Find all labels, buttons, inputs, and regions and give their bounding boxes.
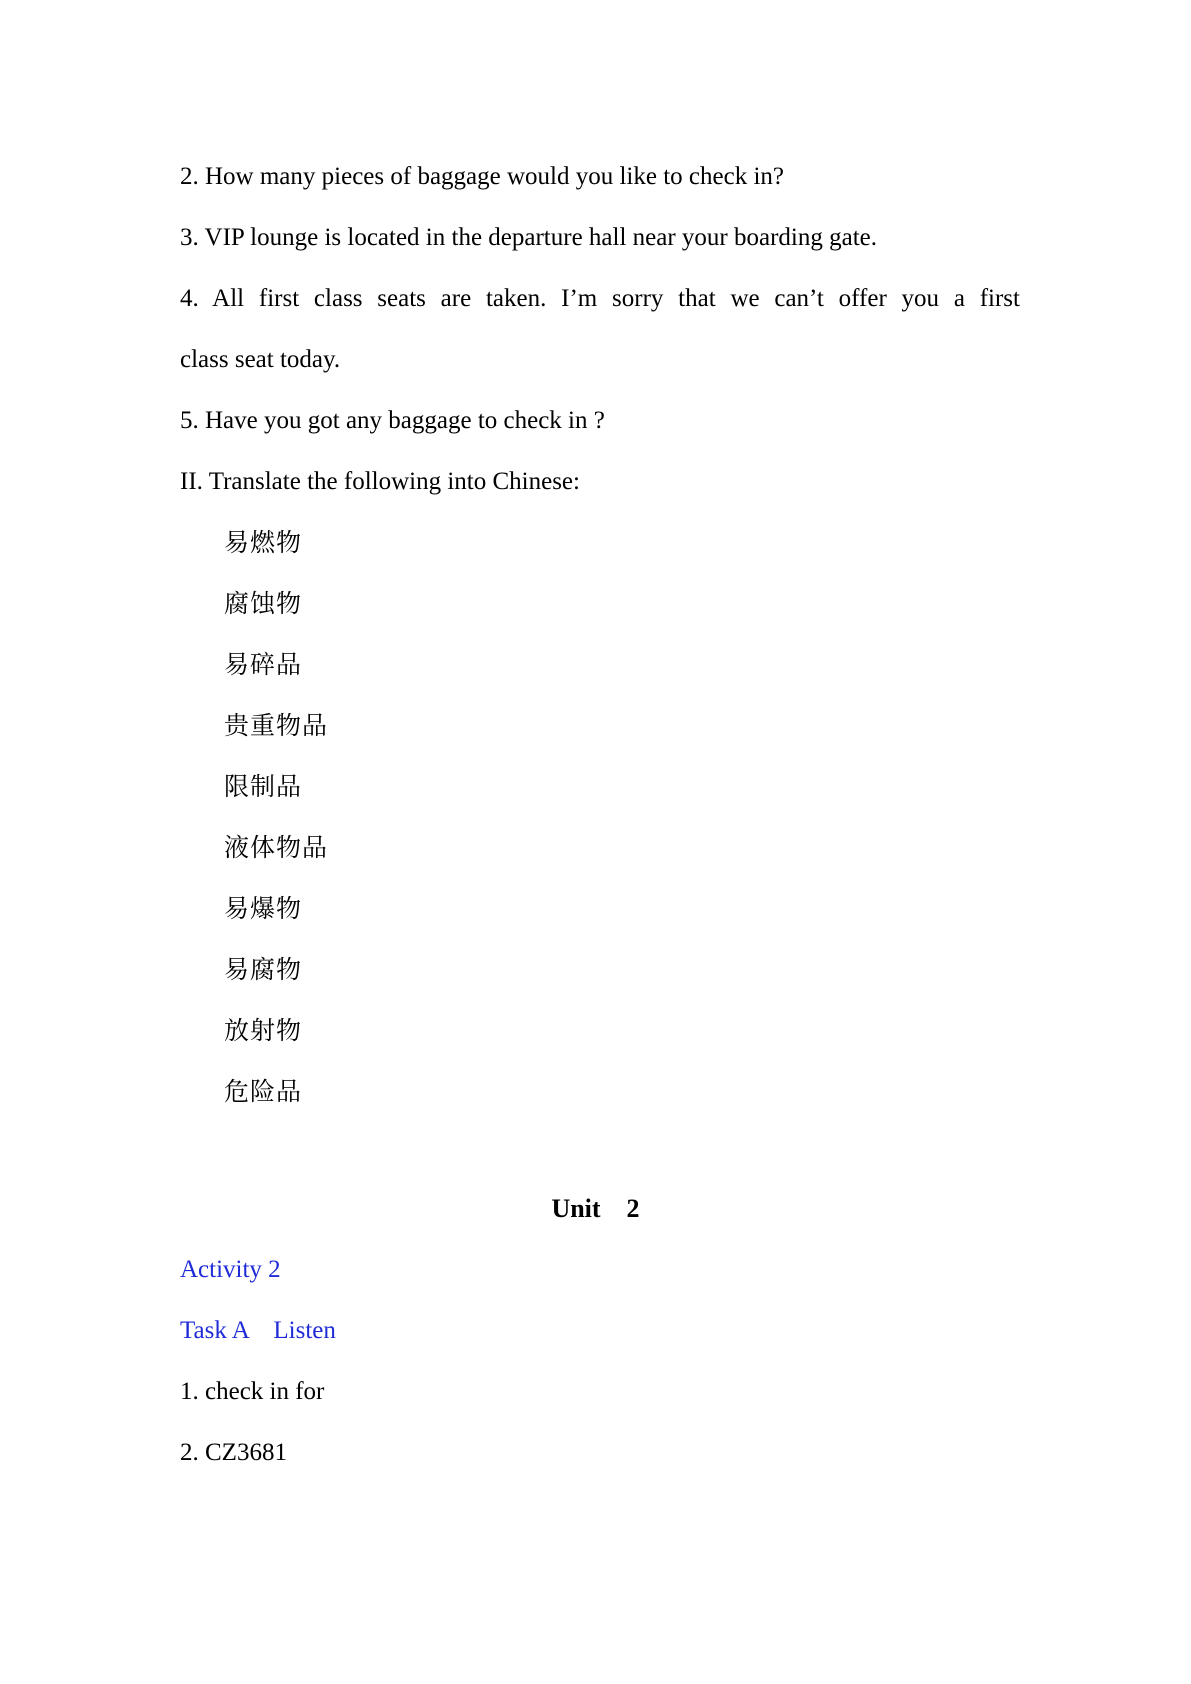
answer-2: 2. CZ3681	[180, 1439, 287, 1466]
sentence-4-line-2: class seat today.	[180, 346, 341, 373]
translate-heading: II. Translate the following into Chinese:	[180, 468, 580, 495]
term-radioactive-materials: 放射物	[224, 1016, 303, 1045]
term-corrosives: 腐蚀物	[224, 589, 303, 618]
activity-heading: Activity 2	[180, 1256, 281, 1283]
sentence-2: 2. How many pieces of baggage would you like to check in?	[180, 163, 784, 190]
term-perishables: 易腐物	[224, 955, 303, 984]
unit-title: Unit 2	[551, 1194, 640, 1223]
term-fragile-items: 易碎品	[224, 650, 303, 679]
term-liquids: 液体物品	[224, 833, 329, 862]
term-dangerous-goods: 危险品	[224, 1077, 303, 1106]
sentence-5: 5. Have you got any baggage to check in ?	[180, 407, 605, 434]
task-heading: Task A Listen	[180, 1317, 336, 1344]
sentence-4-line-1: 4. All first class seats are taken. I’m sorry that we can’t offer you a first	[180, 285, 1020, 312]
sentence-3: 3. VIP lounge is located in the departure hall near your boarding gate.	[180, 224, 878, 251]
term-explosives: 易爆物	[224, 894, 303, 923]
term-restricted-items: 限制品	[224, 772, 303, 801]
term-valuables: 贵重物品	[224, 711, 329, 740]
term-flammables: 易燃物	[224, 528, 303, 557]
answer-1: 1. check in for	[180, 1378, 325, 1405]
